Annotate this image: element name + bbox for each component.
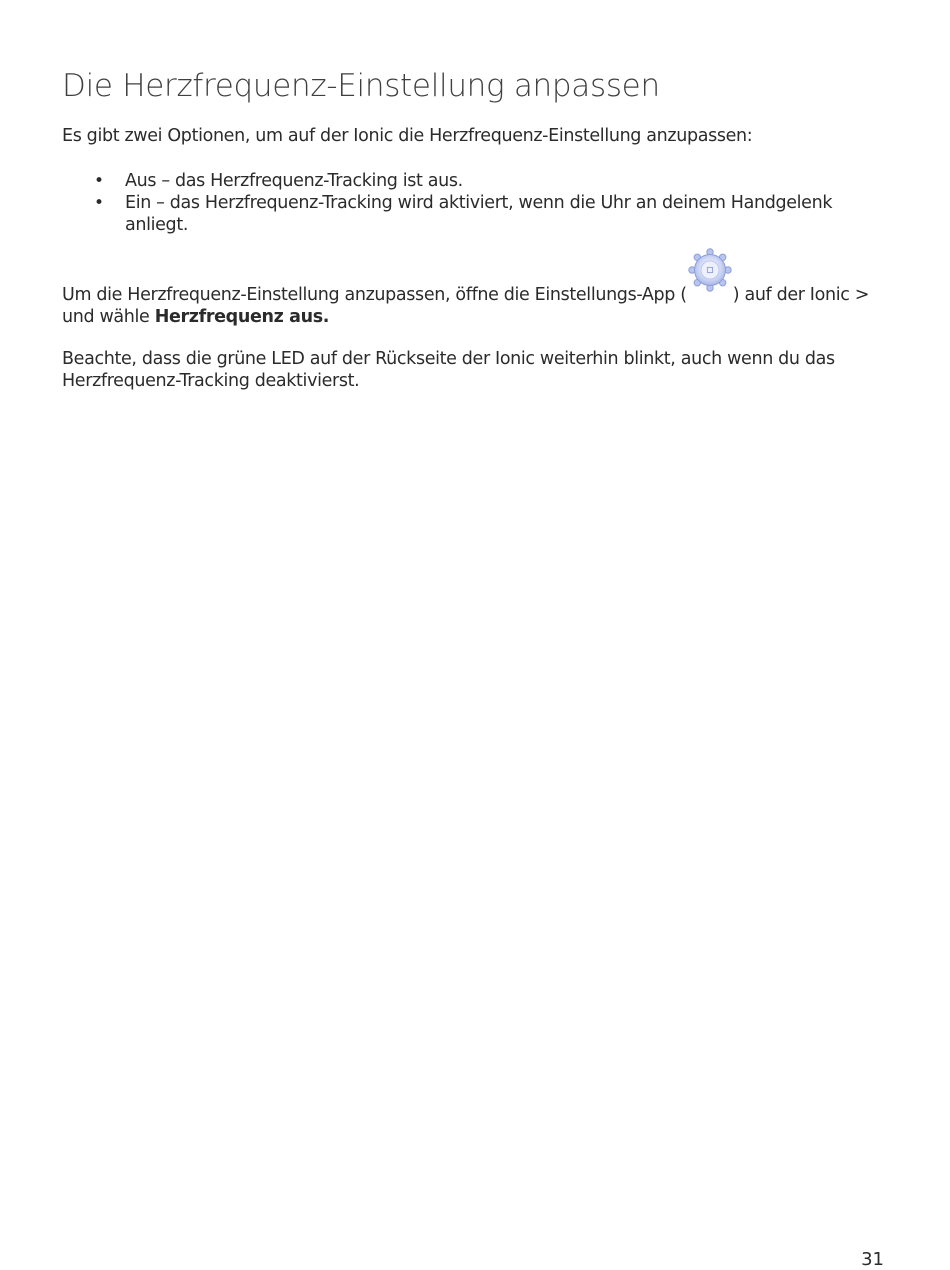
list-item-text: Ein – das Herzfrequenz-Tracking wird aktiviert, wenn die Uhr an deinem Handgelenk anliegt. (125, 193, 833, 235)
page-title: Die Herzfrequenz-Einstellung anpassen (62, 68, 660, 104)
list-item-ein (62, 192, 852, 236)
instructions-bold-text: Herzfrequenz aus. (154, 307, 330, 327)
options-list (62, 170, 852, 236)
gear-icon (688, 248, 732, 292)
list-item-aus (62, 170, 852, 192)
note-paragraph: Beachte, dass die grüne LED auf der Rückseite der Ionic weiterhin blinkt, auch wenn du das Herzfrequenz-Tracking deaktivierst. (62, 349, 835, 391)
intro-text: Es gibt zwei Optionen, um auf der Ionic die Herzfrequenz-Einstellung anzupassen: (62, 126, 753, 146)
bullet: • (94, 193, 104, 213)
list-item-text: Aus – das Herzfrequenz-Tracking ist aus. (125, 171, 463, 191)
instructions-paragraph (62, 284, 877, 328)
instructions-text-before: Um die Herzfrequenz-Einstellung anzupassen, öffne die Einstellungs-App ( (62, 285, 687, 305)
settings-gear-icon (687, 284, 733, 300)
bullet: • (94, 171, 104, 191)
page-number: 31 (861, 1249, 884, 1270)
instructions-text-after: ) auf der Ionic > und wähle (62, 285, 870, 327)
